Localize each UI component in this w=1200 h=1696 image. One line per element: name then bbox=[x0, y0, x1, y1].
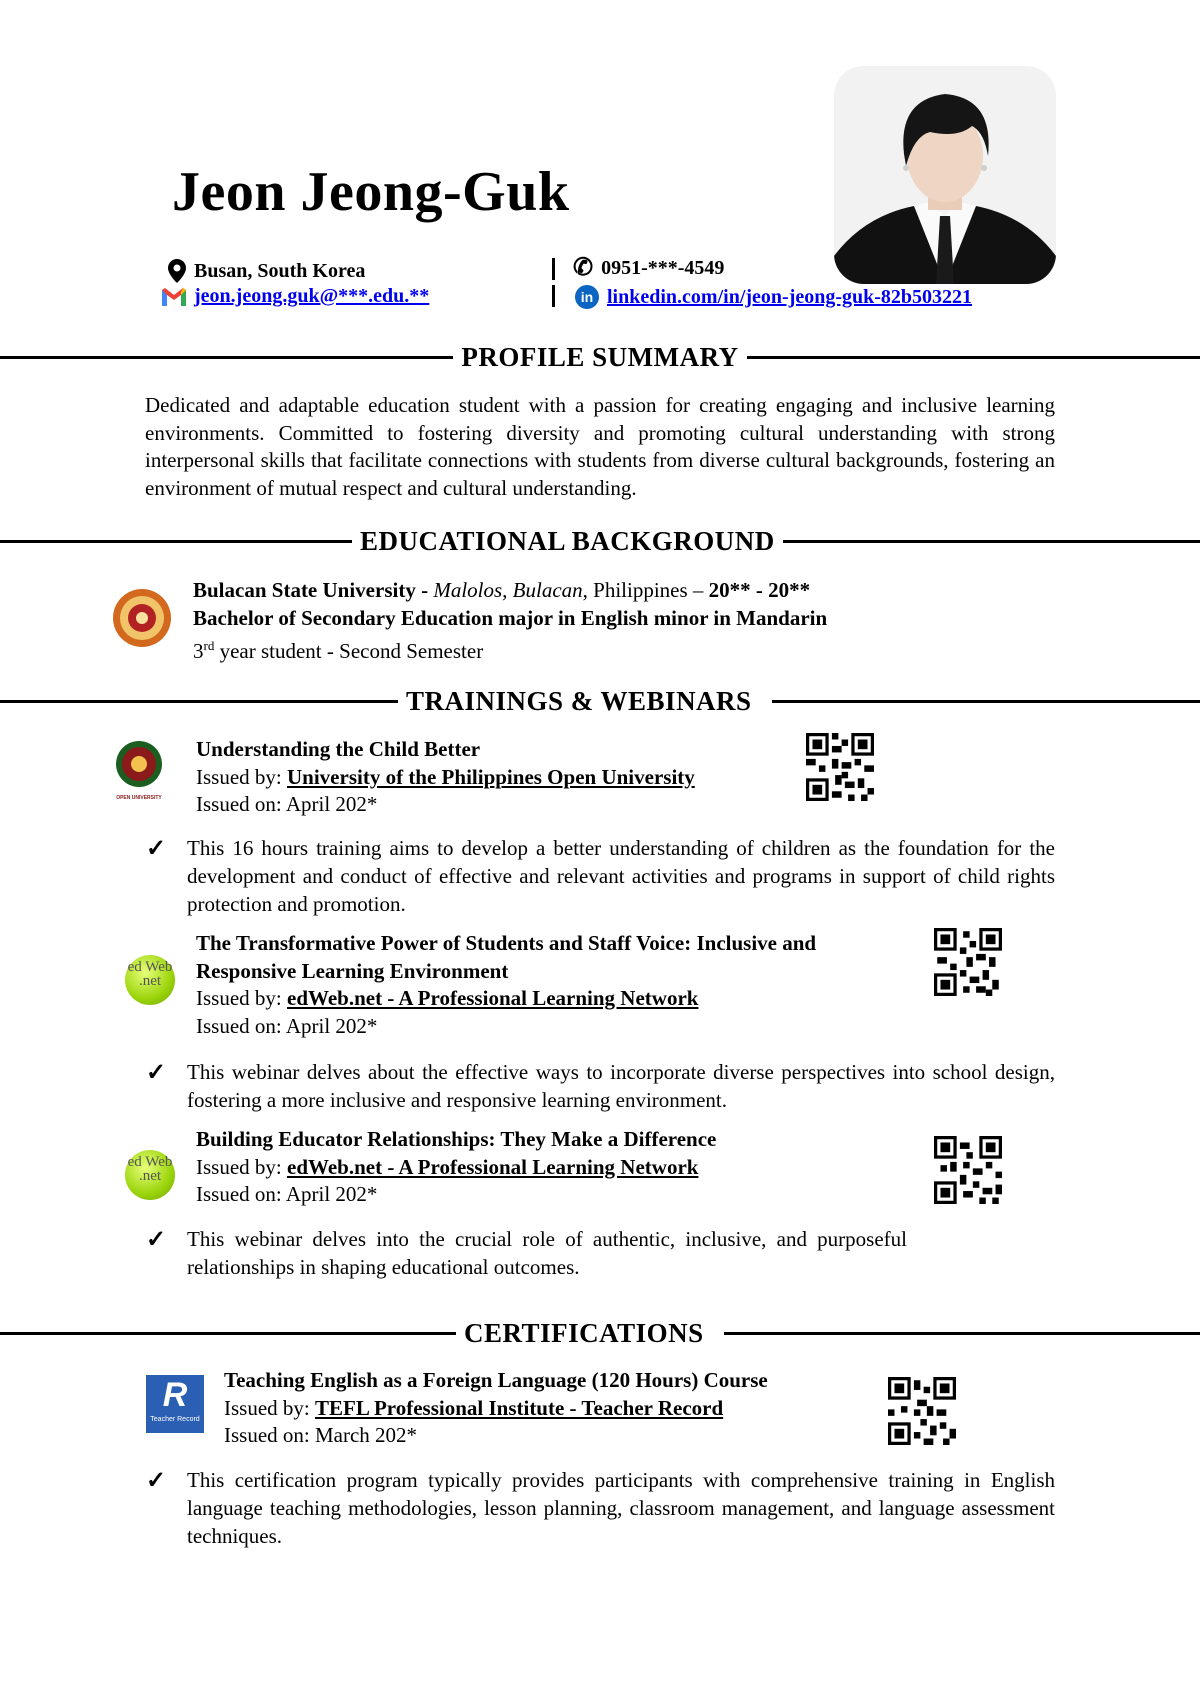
training-description: This webinar delves about the effective ways to incorporate diverse perspectives into school design, fostering a more inclusive and responsive learning environment. bbox=[187, 1060, 1055, 1112]
tefl-logo bbox=[146, 1375, 204, 1433]
school-years: 20** - 20** bbox=[708, 578, 811, 602]
tefl-logo-text: Teacher Record bbox=[150, 1416, 200, 1423]
degree-text: Bachelor of Secondary Education major in English minor in Mandarin bbox=[193, 605, 828, 630]
school-country: , Philippines – bbox=[582, 578, 709, 602]
school-city: Malolos, Bulacan bbox=[433, 578, 583, 602]
tefl-logo-letter: R bbox=[162, 1376, 188, 1414]
section-header-trainings bbox=[0, 684, 1200, 718]
issued-by-line bbox=[196, 985, 916, 1013]
section-title: PROFILE SUMMARY bbox=[461, 341, 739, 372]
issued-by-line bbox=[196, 764, 796, 792]
profile-photo bbox=[834, 66, 1056, 284]
candidate-name: Jeon Jeong-Guk bbox=[172, 161, 570, 223]
linkedin-icon: in bbox=[575, 285, 599, 309]
check-icon: ✓ bbox=[146, 836, 167, 862]
phone-row bbox=[573, 256, 724, 280]
issuer-link[interactable]: edWeb.net - A Professional Learning Network bbox=[287, 986, 699, 1010]
year-number: 3 bbox=[193, 639, 204, 663]
phone-icon: ✆ bbox=[573, 255, 594, 281]
school-name: Bulacan State University bbox=[193, 578, 416, 602]
training-title-line2: Responsive Learning Environment bbox=[196, 958, 509, 983]
qr-code-icon[interactable] bbox=[934, 1136, 1002, 1204]
section-header-profile bbox=[0, 340, 1200, 374]
issuer-link[interactable]: TEFL Professional Institute - Teacher Record bbox=[315, 1395, 724, 1420]
email-row bbox=[162, 285, 429, 308]
qr-code-icon[interactable] bbox=[934, 928, 1002, 996]
edweb-logo: ed Web .net bbox=[125, 1150, 175, 1200]
issued-on: Issued on: April 202* bbox=[196, 792, 378, 816]
certification-description: This certification program typically provides participants with comprehensive training in English language teaching methodologies, lesson planning, classroom management, and language assessment techniques. bbox=[187, 1468, 1055, 1548]
year-level bbox=[193, 632, 1073, 666]
qr-code-icon[interactable] bbox=[806, 733, 874, 801]
check-icon: ✓ bbox=[146, 1060, 167, 1086]
training-entry bbox=[196, 930, 916, 1040]
issued-on: Issued on: March 202* bbox=[224, 1423, 418, 1447]
training-entry bbox=[196, 736, 796, 819]
issuer-link[interactable]: University of the Philippines Open University bbox=[287, 764, 695, 789]
linkedin-row bbox=[575, 285, 972, 309]
portrait-image bbox=[834, 66, 1056, 284]
certification-title: Teaching English as a Foreign Language (120 Hours) Course bbox=[224, 1368, 768, 1392]
section-title: CERTIFICATIONS bbox=[464, 1317, 704, 1348]
training-title: Understanding the Child Better bbox=[196, 737, 481, 761]
section-header-education bbox=[0, 524, 1200, 558]
edweb-logo: ed Web .net bbox=[125, 955, 175, 1005]
upou-seal-icon bbox=[108, 740, 170, 790]
training-description: This webinar delves into the crucial role of authentic, inclusive, and purposeful relationships in shaping educational outcomes. bbox=[187, 1227, 907, 1279]
training-title-line1: The Transformative Power of Students and Staff Voice: Inclusive and bbox=[196, 931, 817, 955]
issued-on: Issued on: April 202* bbox=[196, 1013, 378, 1038]
location-row bbox=[168, 259, 365, 283]
map-pin-icon bbox=[168, 259, 186, 283]
training-description: This 16 hours training aims to develop a better understanding of children as the foundation for the development and conduct of effective and relevant activities and programs in support of child rights protection and promotion. bbox=[187, 836, 1055, 916]
education-school-line bbox=[193, 577, 1073, 605]
divider bbox=[552, 258, 555, 280]
issued-by-label: Issued by: bbox=[196, 764, 287, 789]
gmail-icon bbox=[162, 288, 186, 306]
phone-text: 0951-***-4549 bbox=[601, 256, 725, 279]
issued-by-label: Issued by: bbox=[224, 1395, 315, 1420]
section-header-certifications bbox=[0, 1316, 1200, 1350]
issued-by-label: Issued by: bbox=[196, 1154, 287, 1179]
section-title: EDUCATIONAL BACKGROUND bbox=[360, 525, 775, 556]
bulsu-seal-icon bbox=[112, 588, 172, 648]
training-title: Building Educator Relationships: They Make a Difference bbox=[196, 1127, 717, 1151]
divider bbox=[552, 285, 555, 307]
location-text: Busan, South Korea bbox=[194, 259, 366, 282]
issued-by-line bbox=[196, 1154, 916, 1182]
check-icon: ✓ bbox=[146, 1468, 167, 1494]
issued-by-label: Issued by: bbox=[196, 986, 287, 1010]
check-icon: ✓ bbox=[146, 1227, 167, 1253]
issuer-link[interactable]: edWeb.net - A Professional Learning Network bbox=[287, 1154, 699, 1179]
profile-summary-text: Dedicated and adaptable education student with a passion for creating engaging and inclusive learning environments. Committed to fostering diversity and promoting cultural understanding with strong interpersonal skills that facilitate connections with students from diverse cultural backgrounds, fostering an environment of mutual respect and cultural understanding. bbox=[145, 393, 1055, 500]
section-title: TRAININGS & WEBINARS bbox=[406, 685, 752, 716]
issued-by-line bbox=[224, 1395, 874, 1423]
issued-on: Issued on: April 202* bbox=[196, 1182, 378, 1206]
qr-code-icon[interactable] bbox=[888, 1377, 956, 1445]
education-entry bbox=[193, 577, 1073, 666]
year-text: year student - Second Semester bbox=[214, 639, 484, 663]
separator: - bbox=[415, 578, 434, 602]
upou-logo-text: OPEN UNIVERSITY bbox=[116, 795, 162, 801]
upou-logo bbox=[108, 740, 170, 802]
year-suffix: rd bbox=[203, 638, 215, 653]
email-link[interactable]: jeon.jeong.guk@***.edu.** bbox=[194, 285, 430, 307]
linkedin-link[interactable]: linkedin.com/in/jeon-jeong-guk-82b503221 bbox=[607, 285, 973, 308]
training-entry bbox=[196, 1126, 916, 1209]
certification-entry bbox=[224, 1367, 874, 1450]
